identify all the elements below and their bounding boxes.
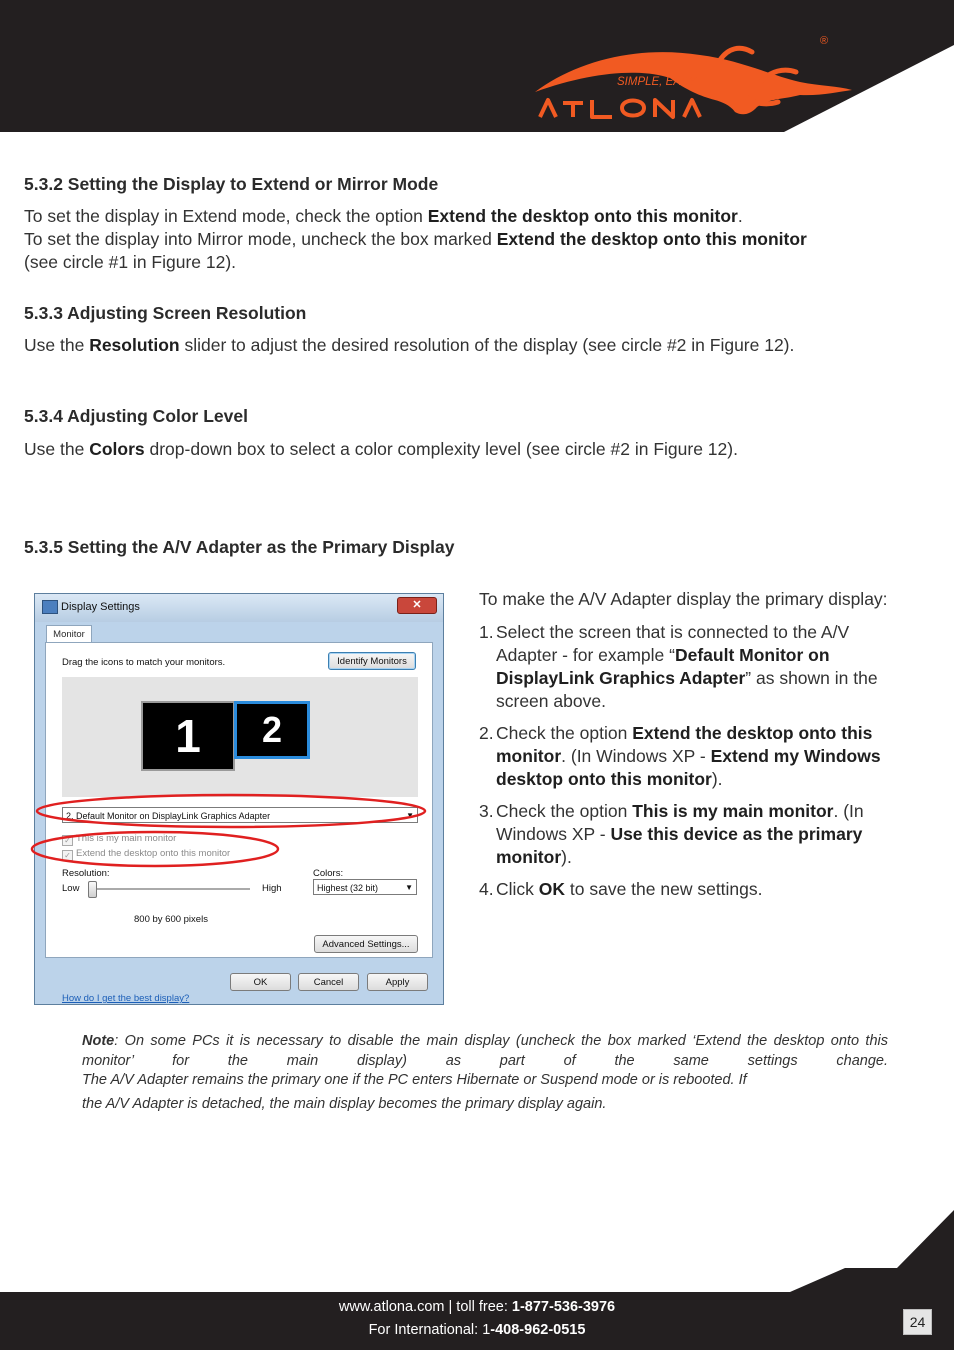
heading-534: 5.3.4 Adjusting Color Level — [24, 406, 248, 426]
high-label: High — [262, 883, 282, 894]
advanced-settings-button: Advanced Settings... — [314, 935, 418, 953]
apply-button: Apply — [367, 973, 428, 991]
help-link: How do I get the best display? — [62, 993, 190, 1004]
display-settings-screenshot — [34, 593, 444, 1005]
chevron-down-icon: ▼ — [406, 811, 414, 820]
low-label: Low — [62, 883, 80, 894]
step-4: 4. Click OK to save the new settings. — [479, 879, 763, 899]
paragraph-534: Use the Colors drop-down box to select a color complexity level (see circle #2 in Figure 12). — [24, 439, 738, 459]
resolution-label: Resolution: — [62, 868, 110, 879]
close-icon: ✕ — [397, 597, 437, 614]
colors-label: Colors: — [313, 868, 344, 879]
monitor-1-icon: 1 — [141, 701, 235, 771]
note — [82, 1032, 888, 1114]
window-titlebar — [35, 594, 443, 622]
step-3: 3. Check the option This is my main monitor. (In Windows XP - Use this device as the primary monitor). — [479, 801, 864, 867]
step-2: 2. Check the option Extend the desktop onto this monitor. (In Windows XP - Extend my Windows desktop onto this monitor). — [479, 723, 881, 789]
tab-monitor: Monitor — [46, 625, 92, 644]
resolution-value: 800 by 600 pixels — [134, 914, 208, 925]
page-header — [0, 0, 954, 132]
main-monitor-checkbox: ✓ — [62, 835, 73, 846]
primary-display-steps — [479, 588, 899, 910]
cancel-button: Cancel — [298, 973, 359, 991]
highlight-circles — [25, 789, 445, 879]
page-number: 24 — [903, 1309, 932, 1335]
tagline: SIMPLE, EASY — [617, 76, 697, 88]
highlight-circle-checkboxes — [32, 832, 278, 866]
heading-532: 5.3.2 Setting the Display to Extend or Mirror Mode — [24, 174, 439, 194]
heading-533: 5.3.3 Adjusting Screen Resolution — [24, 303, 307, 323]
heading-535: 5.3.5 Setting the A/V Adapter as the Primary Display — [24, 537, 455, 557]
display-select: 2. Default Monitor on DisplayLink Graphics Adapter ▼ — [62, 807, 418, 823]
colors-select: Highest (32 bit) ▼ — [313, 879, 417, 895]
extend-desktop-label: Extend the desktop onto this monitor — [76, 848, 231, 859]
main-monitor-label: This is my main monitor — [76, 833, 177, 844]
resolution-slider-track — [94, 888, 250, 890]
steps-intro: To make the A/V Adapter display the primary display: — [479, 589, 888, 609]
note-line-3: the A/V Adapter is detached, the main display becomes the primary display again. — [82, 1095, 607, 1112]
step-1: 1. Select the screen that is connected to the A/V Adapter - for example “Default Monitor on DisplayLink Graphics Adapter” as shown in the screen above. — [479, 622, 878, 711]
ok-button: OK — [230, 973, 291, 991]
registered-mark: ® — [820, 35, 829, 47]
footer-intl-line: For International: 1-408-962-0515 — [368, 1322, 586, 1338]
note-line-2: The A/V Adapter remains the primary one if the PC enters Hibernate or Suspend mode or is rebooted. If — [82, 1072, 747, 1088]
window-title: Display Settings — [61, 601, 140, 613]
highlight-circle-display — [37, 795, 425, 827]
footer-website-line: www.atlona.com | toll free: 1-877-536-3976 — [338, 1299, 616, 1315]
display-icon — [42, 600, 58, 614]
chevron-down-icon: ▼ — [405, 883, 413, 892]
identify-monitors-button: Identify Monitors — [328, 652, 416, 670]
drag-label: Drag the icons to match your monitors. — [62, 657, 226, 668]
note-line-1: Note: On some PCs it is necessary to disable the main display (uncheck the box marked ‘Extend the desktop onto this monitor’ for the main display) as part of the same settings change. — [82, 1033, 888, 1069]
monitor-2-icon: 2 — [234, 701, 310, 759]
paragraph-533: Use the Resolution slider to adjust the desired resolution of the display (see circle #2 in Figure 12). — [24, 335, 795, 355]
extend-desktop-checkbox: ✓ — [62, 850, 73, 861]
resolution-slider-thumb — [88, 881, 97, 898]
paragraph-532: To set the display in Extend mode, check the option Extend the desktop onto this monitor. To set the display into Mirror mode, uncheck the box marked Extend the desktop onto this monitor (see circle #1 in Figure 12). — [24, 206, 807, 272]
